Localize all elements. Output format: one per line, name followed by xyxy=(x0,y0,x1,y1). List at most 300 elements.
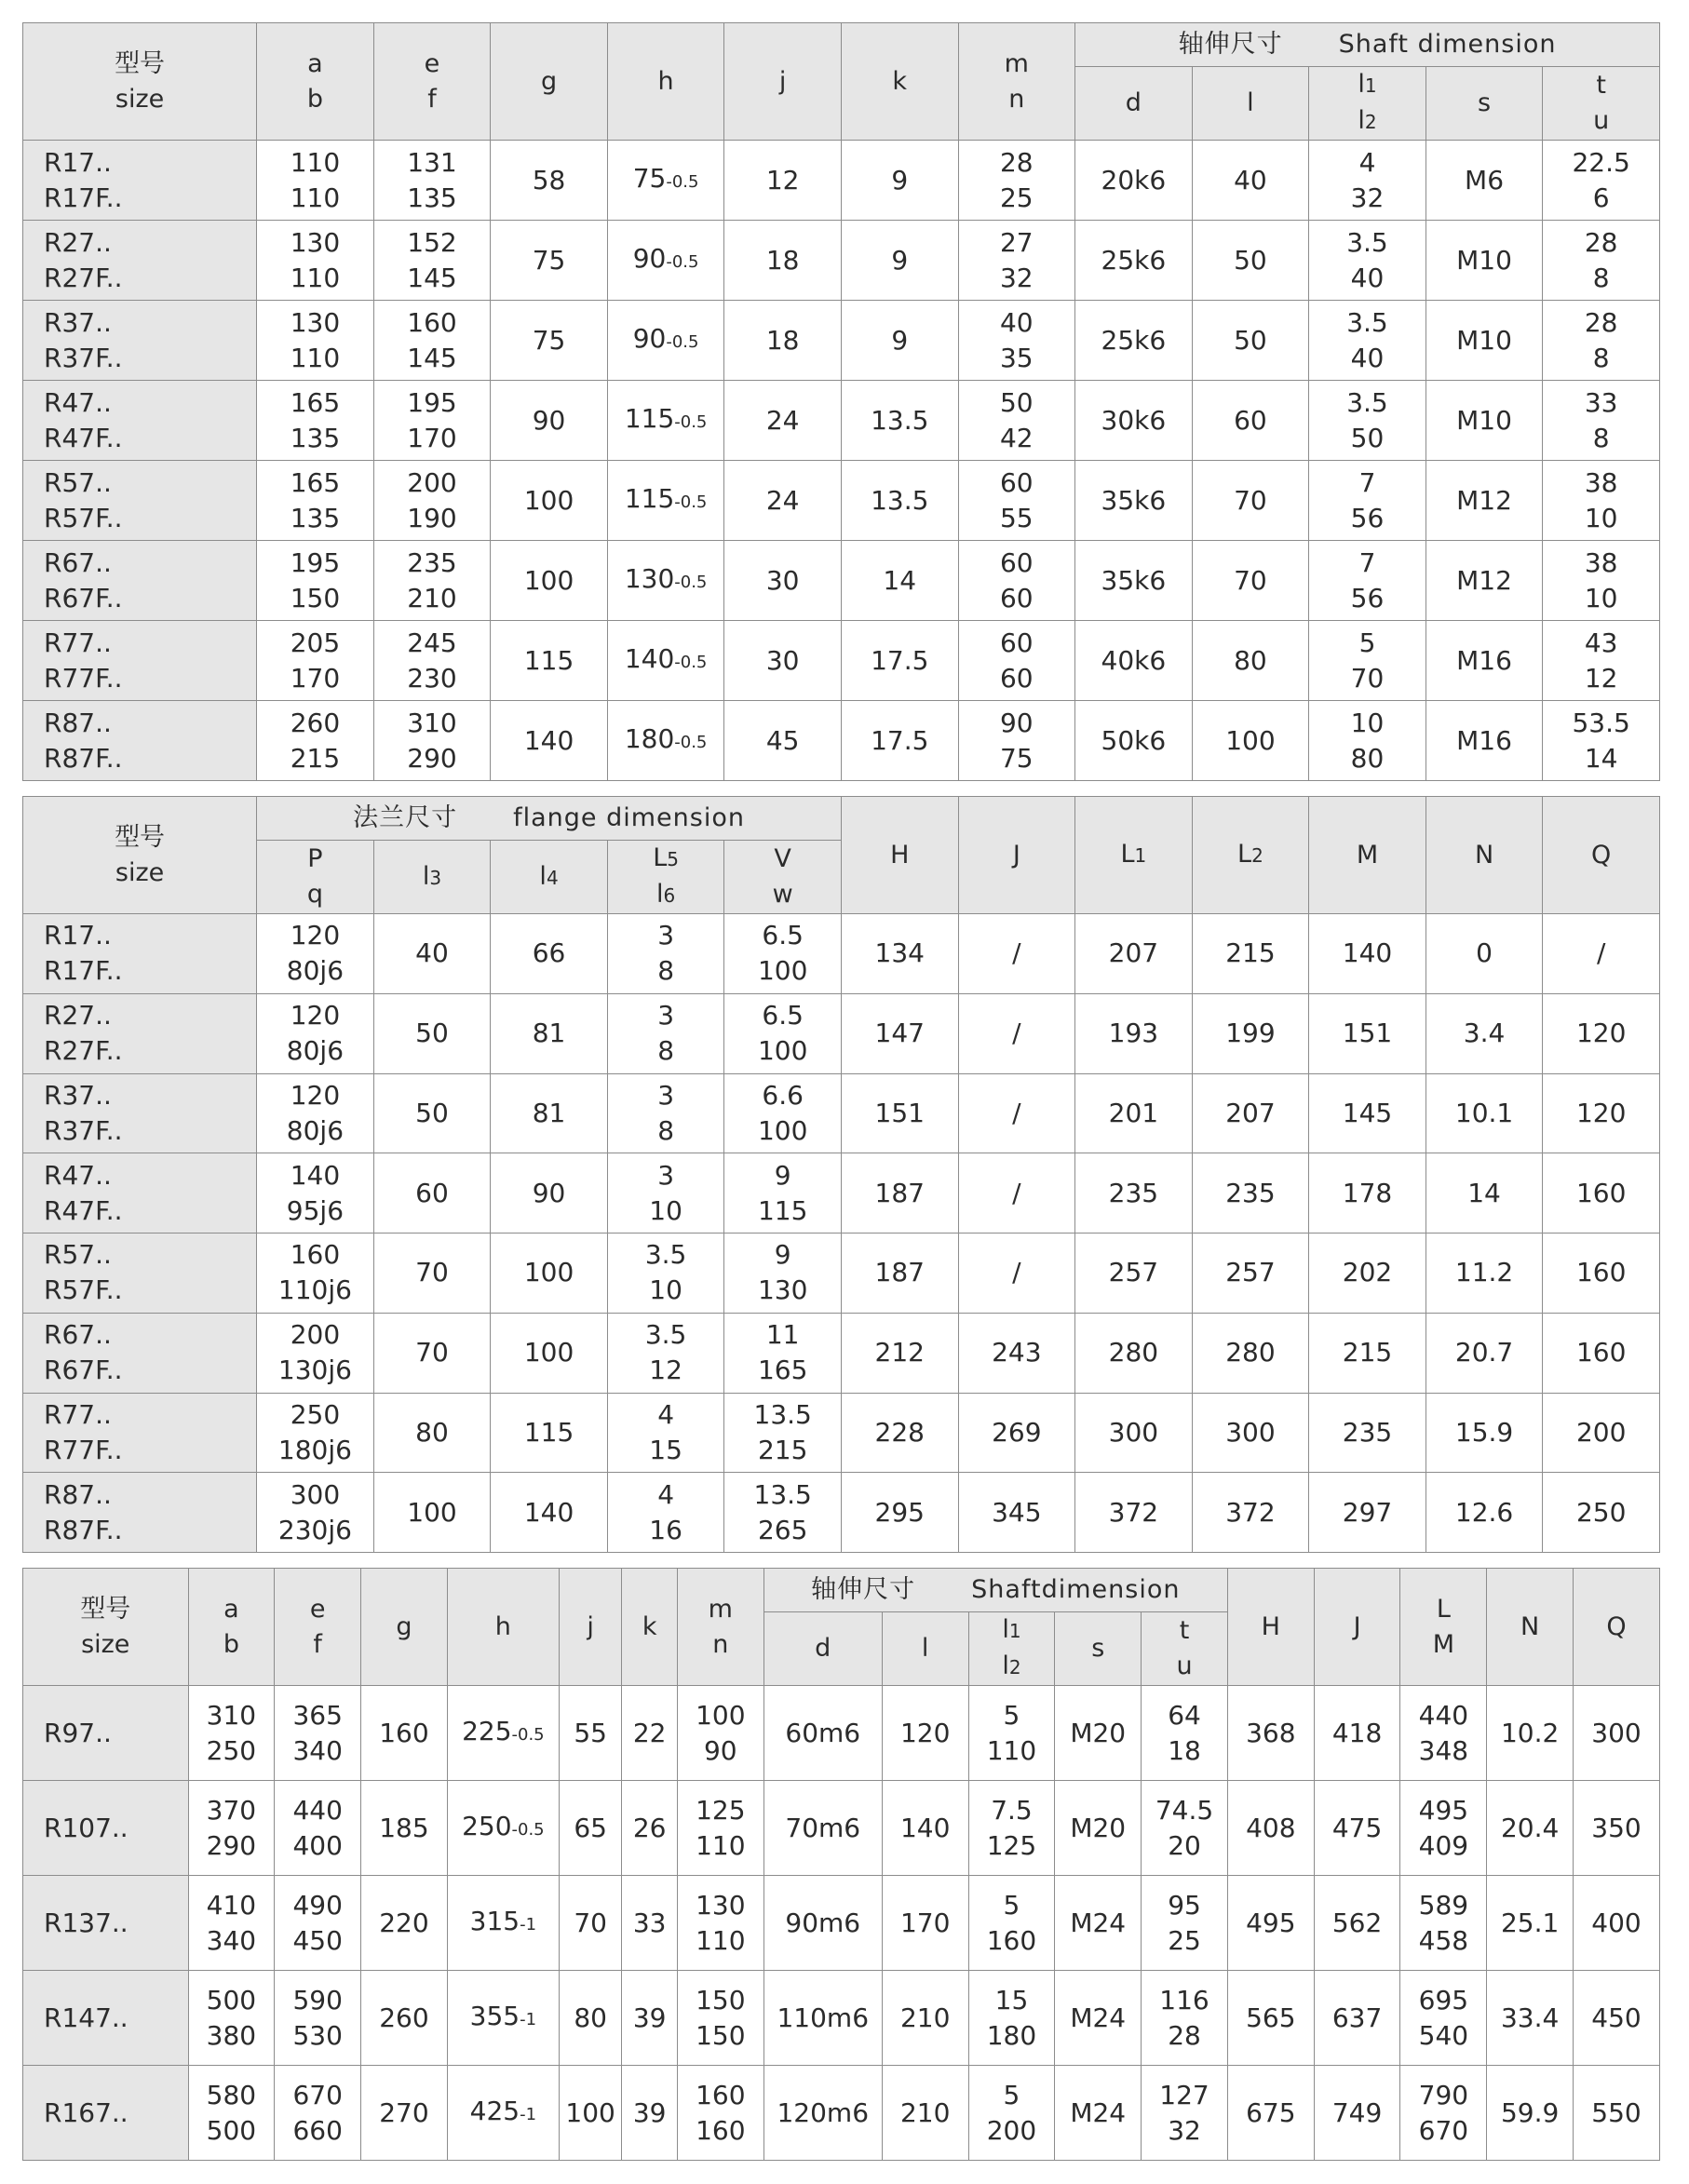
q-cell xyxy=(1574,1971,1660,2066)
n-cell-value-0: 25.1 xyxy=(1500,1907,1560,1938)
l1l2-cell xyxy=(1309,141,1426,221)
q-cell-value-0: 400 xyxy=(1591,1907,1642,1938)
table-row xyxy=(23,541,1660,621)
j-cell xyxy=(724,141,842,221)
d-cell xyxy=(763,1876,882,1971)
pq-cell-value-1: 230j6 xyxy=(277,1514,352,1545)
pq-cell xyxy=(257,1473,374,1553)
l-cell xyxy=(882,2066,968,2161)
l5l6-cell-value-0: 4 xyxy=(657,1398,675,1430)
l1-cell-value-0: 280 xyxy=(1108,1337,1159,1368)
q-cell-value-0: / xyxy=(1596,937,1606,969)
pq-cell xyxy=(257,1073,374,1153)
ab-cell-value-1: 170 xyxy=(290,662,341,694)
col-header-k-label-0: k xyxy=(642,1611,657,1641)
pq-cell-value-1: 80j6 xyxy=(286,1114,345,1146)
k-cell-value-0: 39 xyxy=(632,2002,667,2033)
m-cell xyxy=(1309,1153,1426,1234)
d-cell-value-0: 50k6 xyxy=(1101,724,1167,756)
h-cell-tolerance: -1 xyxy=(520,2104,537,2124)
col-header-l-label-0: l xyxy=(1247,88,1254,117)
ef-cell-value-0: 440 xyxy=(292,1794,343,1826)
s-cell-value-0: M24 xyxy=(1070,2002,1127,2033)
col-header-l1l2-label-1-subscript: 2 xyxy=(1008,1656,1021,1678)
tu-cell-value-0: 53.5 xyxy=(1572,707,1630,738)
s-cell xyxy=(1055,1686,1142,1781)
l5l6-cell xyxy=(607,1073,724,1153)
h-cell-value: 425 xyxy=(469,2095,520,2126)
ab-cell xyxy=(257,221,374,301)
j-cell xyxy=(724,381,842,461)
l-cell xyxy=(1192,221,1309,301)
col-header-vw xyxy=(724,841,842,914)
j-upper-cell-value-0: 749 xyxy=(1331,2096,1383,2128)
q-cell xyxy=(1543,1153,1660,1234)
tu-cell xyxy=(1543,621,1660,701)
size-cell-value-0: R17.. xyxy=(44,920,112,951)
h-upper-cell-value-0: 675 xyxy=(1246,2096,1296,2128)
l-cell-value-0: 70 xyxy=(1234,564,1267,596)
l4-cell xyxy=(491,1393,608,1473)
size-cell-value-0: R67.. xyxy=(44,546,112,578)
size-cell-value-0: R27.. xyxy=(44,1000,112,1031)
large-size-dimension-table xyxy=(22,1568,1660,2161)
d-cell-value-0: 90m6 xyxy=(785,1907,861,1938)
l4-cell-value-0: 81 xyxy=(532,1097,566,1128)
s-cell-value-0: M24 xyxy=(1070,2096,1127,2128)
col-header-h xyxy=(607,23,724,141)
l5l6-cell-value-1: 8 xyxy=(657,1114,675,1146)
size-cell xyxy=(23,141,257,221)
l5l6-cell-value-1: 10 xyxy=(649,1274,682,1306)
tu-cell xyxy=(1543,301,1660,381)
col-header-s-label-0: s xyxy=(1478,88,1492,117)
j-cell-value-0: 30 xyxy=(765,644,800,676)
h-cell xyxy=(607,701,724,781)
pq-cell-value-1: 95j6 xyxy=(286,1194,345,1226)
shaft-dimension-table xyxy=(22,22,1660,781)
tu-cell xyxy=(1543,541,1660,621)
col-header-l5l6-label-0-subscript: 5 xyxy=(667,848,679,870)
mn-cell xyxy=(677,1971,763,2066)
ab-cell xyxy=(188,1781,275,1876)
g-cell xyxy=(491,541,608,621)
ef-cell-value-1: 145 xyxy=(407,262,457,293)
ab-cell-value-0: 310 xyxy=(206,1699,257,1731)
j-cell xyxy=(559,1781,622,1876)
vw-cell-value-1: 100 xyxy=(757,955,808,987)
g-cell-value-0: 220 xyxy=(379,1907,429,1938)
tu-cell-value-0: 28 xyxy=(1584,306,1618,338)
mn-cell-value-1: 60 xyxy=(999,662,1034,694)
m-cell xyxy=(1309,1313,1426,1393)
h-cell-value-0: 147 xyxy=(874,1018,925,1049)
d-cell xyxy=(763,1781,882,1876)
mn-cell xyxy=(677,1686,763,1781)
col-header-pq-label-0: P xyxy=(307,844,323,873)
m-cell xyxy=(1309,1473,1426,1553)
m-cell xyxy=(1309,1073,1426,1153)
n-cell xyxy=(1487,1781,1574,1876)
col-header-ab-label-0: a xyxy=(223,1594,239,1624)
mn-cell-value-0: 160 xyxy=(696,2079,746,2110)
size-cell xyxy=(23,381,257,461)
l4-cell-value-0: 90 xyxy=(532,1177,566,1208)
n-cell-value-0: 20.7 xyxy=(1454,1337,1514,1368)
ef-cell-value-1: 210 xyxy=(407,582,457,613)
l4-cell xyxy=(491,914,608,994)
tu-cell xyxy=(1543,461,1660,541)
h-upper-cell xyxy=(1227,1971,1314,2066)
s-cell xyxy=(1426,701,1543,781)
ef-cell-value-0: 235 xyxy=(407,546,457,578)
s-cell-value-0: M16 xyxy=(1456,644,1512,676)
flange-dimension-header-cn: 法兰尺寸 xyxy=(353,803,458,832)
h-cell xyxy=(447,1876,559,1971)
h-cell-tolerance: -0.5 xyxy=(666,331,699,352)
col-header-g xyxy=(361,1569,448,1686)
k-cell-value-0: 9 xyxy=(891,164,909,195)
lm-cell xyxy=(1400,1781,1487,1876)
g-cell-value-0: 140 xyxy=(523,724,574,756)
col-header-q xyxy=(1574,1569,1660,1686)
j-cell xyxy=(559,1971,622,2066)
l2-cell-value-0: 207 xyxy=(1225,1097,1276,1128)
size-header xyxy=(23,1569,189,1686)
h-cell xyxy=(841,993,958,1073)
j-upper-cell-value-0: 475 xyxy=(1331,1812,1383,1843)
l2-cell xyxy=(1192,914,1309,994)
k-cell xyxy=(622,1876,678,1971)
h-cell-value: 180 xyxy=(624,722,675,754)
ef-cell xyxy=(275,1876,361,1971)
q-cell xyxy=(1543,1234,1660,1314)
mn-cell-value-0: 130 xyxy=(696,1889,746,1921)
mn-cell-value-1: 150 xyxy=(696,2019,746,2051)
shaft-dimension-header-en: Shaft dimension xyxy=(1338,30,1557,59)
ab-cell xyxy=(257,461,374,541)
g-cell-value-0: 75 xyxy=(532,324,566,356)
l5l6-cell xyxy=(607,914,724,994)
tu-cell-value-0: 38 xyxy=(1584,466,1618,498)
size-cell xyxy=(23,1393,257,1473)
s-cell xyxy=(1426,381,1543,461)
j-cell xyxy=(559,2066,622,2161)
col-header-h-label-0: H xyxy=(1261,1611,1280,1641)
pq-cell-value-1: 80j6 xyxy=(286,1035,345,1067)
k-cell xyxy=(841,381,958,461)
col-header-l4-label-0-subscript: 4 xyxy=(546,866,559,889)
pq-cell-value-1: 130j6 xyxy=(277,1355,352,1386)
size-cell-value-0: R87.. xyxy=(44,707,112,738)
g-cell xyxy=(361,1876,448,1971)
l-cell-value-0: 120 xyxy=(899,1717,951,1748)
l-cell xyxy=(882,1686,968,1781)
h-cell-value: 115 xyxy=(624,482,675,514)
g-cell-value-0: 260 xyxy=(379,2002,429,2033)
j-upper-cell xyxy=(1314,1686,1400,1781)
h-cell-value-0: 134 xyxy=(874,937,925,969)
table-row xyxy=(23,1781,1660,1876)
n-cell-value-0: 11.2 xyxy=(1454,1257,1514,1288)
vw-cell xyxy=(724,1313,842,1393)
l5l6-cell xyxy=(607,993,724,1073)
vw-cell-value-0: 9 xyxy=(774,1159,791,1191)
ef-cell xyxy=(373,141,491,221)
table-row xyxy=(23,221,1660,301)
j-cell-value-0: / xyxy=(1012,1257,1021,1288)
g-cell xyxy=(361,1686,448,1781)
ab-cell-value-1: 135 xyxy=(290,502,341,533)
ef-cell-value-0: 310 xyxy=(407,707,457,738)
h-upper-cell-value-0: 565 xyxy=(1246,2002,1296,2033)
mn-cell-value-1: 90 xyxy=(703,1734,737,1766)
col-header-j-label-0: J xyxy=(1353,1611,1361,1641)
mn-cell xyxy=(677,1781,763,1876)
mn-cell-value-0: 60 xyxy=(999,466,1034,498)
k-cell-value-0: 17.5 xyxy=(871,724,929,756)
ef-cell-value-1: 230 xyxy=(407,662,457,694)
col-header-n-label-0: N xyxy=(1520,1611,1540,1641)
l3-cell xyxy=(373,1073,491,1153)
ef-cell xyxy=(373,301,491,381)
pq-cell xyxy=(257,993,374,1073)
h-cell-value-0: 295 xyxy=(874,1496,925,1528)
ab-cell-value-1: 135 xyxy=(290,422,341,453)
size-cell xyxy=(23,1234,257,1314)
s-cell xyxy=(1426,461,1543,541)
l1-cell-value-0: 257 xyxy=(1108,1257,1159,1288)
size-cell-value-1: R27F.. xyxy=(44,1035,123,1067)
col-header-l1l2 xyxy=(968,1612,1055,1686)
g-cell xyxy=(491,621,608,701)
mn-cell-value-0: 150 xyxy=(696,1984,746,2015)
header-row-top xyxy=(23,1569,1660,1612)
mn-cell-value-0: 100 xyxy=(696,1699,746,1731)
g-cell-value-0: 90 xyxy=(532,404,566,436)
vw-cell-value-1: 165 xyxy=(757,1355,808,1386)
l1l2-cell-value-0: 7.5 xyxy=(991,1794,1033,1826)
col-header-l1l2-label-0-subscript: 1 xyxy=(1364,74,1377,97)
h-cell-tolerance: -0.5 xyxy=(674,732,708,752)
l-cell xyxy=(1192,461,1309,541)
l1-cell-value-0: 201 xyxy=(1108,1097,1159,1128)
pq-cell-value-0: 120 xyxy=(290,1000,341,1031)
s-cell-value-0: M20 xyxy=(1070,1812,1127,1843)
pq-cell xyxy=(257,1153,374,1234)
col-header-l5l6-label-1: l6 xyxy=(655,880,676,909)
l1l2-cell-value-1: 70 xyxy=(1350,662,1385,694)
s-cell xyxy=(1426,301,1543,381)
tu-cell xyxy=(1142,1971,1228,2066)
k-cell xyxy=(622,1686,678,1781)
col-header-k xyxy=(622,1569,678,1686)
col-header-l1-label-0-subscript: 1 xyxy=(1134,844,1147,867)
pq-cell-value-1: 110j6 xyxy=(277,1274,352,1306)
mn-cell xyxy=(958,221,1075,301)
j-upper-cell-value-0: 637 xyxy=(1331,2002,1383,2033)
l-cell-value-0: 210 xyxy=(899,2002,951,2033)
l2-cell xyxy=(1192,1153,1309,1234)
j-upper-cell-value-0: 418 xyxy=(1331,1717,1383,1748)
h-cell xyxy=(607,141,724,221)
l-cell-value-0: 140 xyxy=(899,1812,951,1843)
size-cell-value-0: R167.. xyxy=(44,2096,128,2128)
h-cell xyxy=(607,381,724,461)
ef-cell-value-1: 340 xyxy=(292,1734,343,1766)
size-header-value-0: 型号 xyxy=(115,822,166,852)
lm-cell-value-1: 540 xyxy=(1418,2019,1469,2051)
col-header-lm-label-1: M xyxy=(1432,1629,1455,1659)
s-cell xyxy=(1426,141,1543,221)
l3-cell-value-0: 80 xyxy=(415,1416,449,1448)
size-cell-value-0: R67.. xyxy=(44,1319,112,1351)
s-cell-value-0: M10 xyxy=(1456,404,1512,436)
mn-cell-value-1: 35 xyxy=(999,342,1034,373)
table-row xyxy=(23,141,1660,221)
l2-cell-value-0: 199 xyxy=(1225,1018,1276,1049)
l3-cell xyxy=(373,1153,491,1234)
l1l2-cell-value-1: 40 xyxy=(1350,262,1385,293)
mn-cell xyxy=(677,2066,763,2161)
h-cell xyxy=(841,1473,958,1553)
l5l6-cell-value-1: 8 xyxy=(657,955,675,987)
size-cell xyxy=(23,1686,189,1781)
table-row xyxy=(23,701,1660,781)
size-cell-value-0: R77.. xyxy=(44,627,112,658)
l5l6-cell-value-1: 15 xyxy=(649,1434,682,1465)
l1l2-cell xyxy=(968,2066,1055,2161)
l2-cell-value-0: 257 xyxy=(1225,1257,1276,1288)
l3-cell xyxy=(373,1234,491,1314)
tu-cell-value-0: 33 xyxy=(1584,386,1618,418)
size-cell-value-0: R137.. xyxy=(44,1907,128,1938)
ab-cell-value-0: 165 xyxy=(290,386,341,418)
l1l2-cell xyxy=(968,1876,1055,1971)
h-cell-value-0: 212 xyxy=(874,1337,925,1368)
k-cell-value-0: 13.5 xyxy=(871,484,929,516)
d-cell xyxy=(763,2066,882,2161)
g-cell xyxy=(491,381,608,461)
l-cell xyxy=(1192,541,1309,621)
vw-cell-value-0: 6.6 xyxy=(762,1079,804,1111)
q-cell-value-0: 200 xyxy=(1575,1416,1627,1448)
size-cell-value-1: R67F.. xyxy=(44,582,123,613)
col-header-d-label-0: d xyxy=(1125,88,1142,117)
d-cell xyxy=(1075,621,1193,701)
pq-cell-value-1: 80j6 xyxy=(286,955,345,987)
n-cell-value-0: 3.4 xyxy=(1463,1018,1506,1049)
j-cell-value-0: / xyxy=(1012,1018,1021,1049)
h-cell xyxy=(447,1781,559,1876)
k-cell-value-0: 39 xyxy=(632,2096,667,2128)
q-cell-value-0: 550 xyxy=(1591,2096,1642,2128)
l-cell xyxy=(1192,621,1309,701)
table-row xyxy=(23,381,1660,461)
n-cell xyxy=(1426,1393,1543,1473)
col-header-s xyxy=(1055,1612,1142,1686)
ab-cell xyxy=(188,2066,275,2161)
size-cell xyxy=(23,221,257,301)
q-cell xyxy=(1543,993,1660,1073)
h-cell-tolerance: -0.5 xyxy=(511,1819,545,1840)
h-upper-cell-value-0: 495 xyxy=(1246,1907,1296,1938)
mn-cell-value-1: 110 xyxy=(696,1924,746,1956)
l5l6-cell xyxy=(607,1313,724,1393)
ab-cell-value-0: 165 xyxy=(290,466,341,498)
l2-cell xyxy=(1192,1473,1309,1553)
mn-cell xyxy=(677,1876,763,1971)
ab-cell-value-0: 410 xyxy=(206,1889,257,1921)
j-cell xyxy=(958,1313,1075,1393)
s-cell xyxy=(1426,541,1543,621)
g-cell-value-0: 160 xyxy=(379,1717,429,1748)
mn-cell xyxy=(958,541,1075,621)
j-cell xyxy=(958,1473,1075,1553)
tu-cell-value-1: 10 xyxy=(1584,502,1618,533)
col-header-ab xyxy=(188,1569,275,1686)
h-cell xyxy=(607,541,724,621)
ef-cell-value-0: 195 xyxy=(407,386,457,418)
mn-cell-value-1: 75 xyxy=(999,742,1034,774)
tu-cell xyxy=(1142,1686,1228,1781)
lm-cell-value-0: 440 xyxy=(1418,1699,1469,1731)
col-header-j xyxy=(958,797,1075,914)
ab-cell xyxy=(257,301,374,381)
l3-cell-value-0: 50 xyxy=(415,1097,449,1128)
s-cell-value-0: M10 xyxy=(1456,244,1512,276)
l3-cell xyxy=(373,1313,491,1393)
col-header-mn xyxy=(958,23,1075,141)
h-cell xyxy=(841,1393,958,1473)
col-header-n-label-0: N xyxy=(1474,840,1494,870)
h-upper-cell xyxy=(1227,1876,1314,1971)
d-cell-value-0: 110m6 xyxy=(777,2002,870,2033)
l1l2-cell xyxy=(1309,541,1426,621)
mn-cell-value-0: 40 xyxy=(999,306,1034,338)
lm-cell-value-1: 458 xyxy=(1418,1924,1469,1956)
size-cell xyxy=(23,461,257,541)
ef-cell-value-0: 490 xyxy=(292,1889,343,1921)
vw-cell xyxy=(724,914,842,994)
q-cell xyxy=(1543,1473,1660,1553)
k-cell xyxy=(841,301,958,381)
tu-cell-value-1: 18 xyxy=(1168,1734,1201,1766)
col-header-tu xyxy=(1543,67,1660,141)
size-header xyxy=(23,23,257,141)
q-cell-value-0: 160 xyxy=(1575,1177,1627,1208)
col-header-n xyxy=(1487,1569,1574,1686)
size-header-value-1: size xyxy=(81,1629,130,1659)
col-header-l1l2-label-0: l1 xyxy=(1002,1615,1021,1644)
l2-cell-value-0: 215 xyxy=(1225,937,1276,969)
l3-cell-value-0: 60 xyxy=(415,1177,449,1208)
l-cell-value-0: 40 xyxy=(1234,164,1267,195)
j-cell-value-0: 24 xyxy=(765,484,800,516)
s-cell xyxy=(1055,2066,1142,2161)
tu-cell-value-1: 32 xyxy=(1168,2114,1201,2146)
j-upper-cell xyxy=(1314,1971,1400,2066)
l4-cell xyxy=(491,1313,608,1393)
q-cell xyxy=(1574,1686,1660,1781)
l1l2-cell-value-0: 3.5 xyxy=(1346,386,1388,418)
col-header-q xyxy=(1543,797,1660,914)
l1l2-cell-value-1: 160 xyxy=(986,1924,1037,1956)
col-header-l1l2-label-0: l1 xyxy=(1358,70,1377,99)
l1l2-cell-value-1: 200 xyxy=(986,2114,1037,2146)
l4-cell xyxy=(491,993,608,1073)
ab-cell-value-1: 250 xyxy=(206,1734,257,1766)
